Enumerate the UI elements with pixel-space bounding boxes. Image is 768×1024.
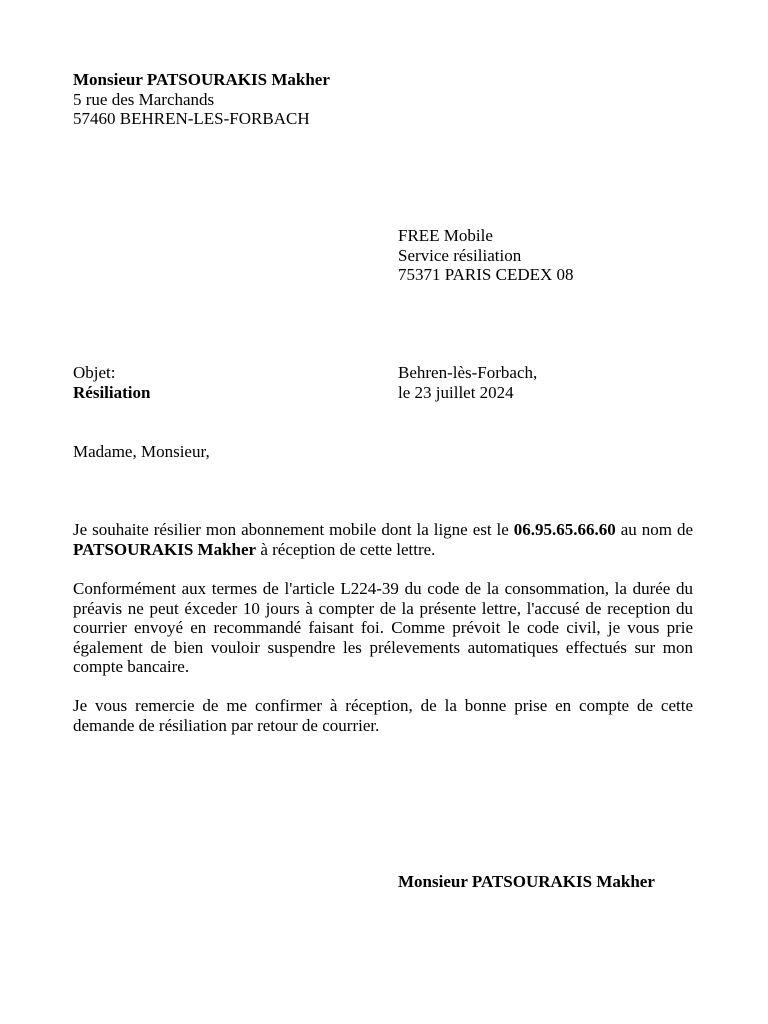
subject (73, 363, 150, 402)
p2-text: Conformément aux termes de l'article L224-39 du code de la consommation, la durée du préavis ne peut éxceder 10 jours à compter de la présente lettre, l'accusé de reception du courrier envoyé en recommandé faisant foi. Comme prévoit le code civil, je vous prie également de bien vouloir suspendre les prélevements automatiques effectués sur mon compte bancaire. (73, 579, 693, 676)
place-date (398, 363, 537, 402)
body-paragraph-2 (73, 579, 693, 677)
subject-value: Résiliation (73, 382, 151, 402)
body-paragraph-1 (73, 520, 693, 559)
recipient-company: FREE Mobile (398, 226, 493, 245)
letter-date: le 23 juillet 2024 (398, 382, 514, 402)
salutation (73, 442, 210, 462)
signature-name: Monsieur PATSOURAKIS Makher (398, 872, 655, 891)
recipient-city: 75371 PARIS CEDEX 08 (398, 265, 574, 284)
p1-text-1: Je souhaite résilier mon abonnement mobile dont la ligne est le (73, 520, 514, 539)
recipient-department: Service résiliation (398, 245, 522, 265)
phone-number: 06.95.65.66.60 (513, 520, 616, 539)
letter-place: Behren-lès-Forbach, (398, 363, 538, 382)
subscriber-name: PATSOURAKIS Makher (73, 539, 257, 559)
sender-address (73, 70, 330, 129)
p1-text-2: au nom de (615, 520, 693, 539)
p1-text-3: à réception de cette lettre. (256, 539, 436, 559)
sender-city: 57460 BEHREN-LES-FORBACH (73, 109, 310, 128)
sender-name: Monsieur PATSOURAKIS Makher (73, 70, 330, 89)
signature (398, 872, 655, 892)
recipient-address (398, 226, 574, 285)
salutation-text: Madame, Monsieur, (73, 442, 210, 461)
body-paragraph-3 (73, 696, 693, 735)
subject-label: Objet: (73, 363, 116, 382)
sender-street: 5 rue des Marchands (73, 89, 215, 109)
p3-text: Je vous remercie de me confirmer à réception, de la bonne prise en compte de cette demande de résiliation par retour de courrier. (73, 696, 693, 735)
